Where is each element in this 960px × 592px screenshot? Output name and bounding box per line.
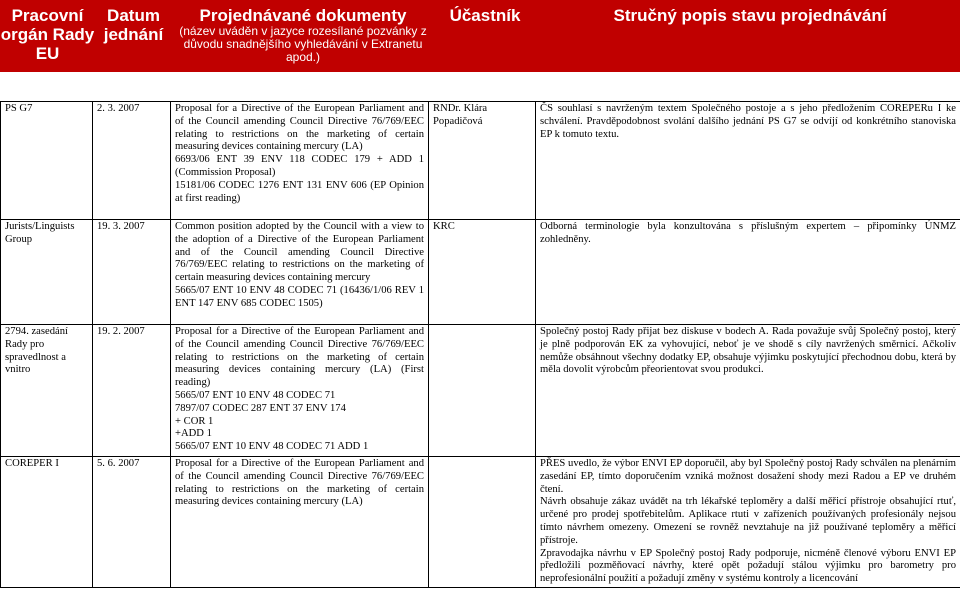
cell-working-body: Jurists/Linguists Group (1, 220, 93, 325)
table-row (1, 325, 960, 457)
document-line: 5665/07 ENT 10 ENV 48 CODEC 71 ADD 1 (175, 441, 369, 453)
header-meeting-date (95, 6, 172, 44)
header-documents-label: Projednávané dokumenty (199, 6, 407, 25)
status-paragraph: Společný postoj Rady přijat bez diskuse v bodech A. Rada považuje svůj Společný postoj, který je plně podporován EK za vyhovující, neboť je ve shodě s cíly navržených směrnicí. Ačkoliv nemůže obsáhnout všechny dodatky EP, obsahuje výjimku poskytující přechodnou dobu, která by měla dovolit výrobcům přeorientovat svou produkci. (540, 326, 956, 376)
header-status-label: Stručný popis stavu projednávání (613, 6, 887, 25)
document-line: +ADD 1 (175, 428, 212, 440)
document-line: 7897/07 CODEC 287 ENT 37 ENV 174 (175, 402, 346, 414)
status-paragraph: Odborná terminologie byla konzultována s příslušným expertem – připomínky ÚNMZ zohledněny. (540, 221, 956, 245)
table-row (1, 457, 960, 588)
header-documents (172, 6, 434, 64)
cell-meeting-date: 19. 3. 2007 (93, 220, 171, 325)
header-spacer (0, 72, 960, 100)
cell-documents (171, 325, 429, 457)
cell-working-body: PS G7 (1, 102, 93, 220)
header-working-body-label: Pracovní orgán Rady EU (0, 6, 95, 63)
header-status (540, 6, 960, 25)
header-meeting-date-label: Datum jednání (103, 6, 164, 44)
cell-status (536, 220, 960, 325)
cell-working-body: 2794. zasedání Rady pro spravedlnost a vnitro (1, 325, 93, 457)
document-line: + COR 1 (175, 415, 214, 427)
document-line: 6693/06 ENT 39 ENV 118 CODEC 179 + ADD 1 (Commission Proposal) (175, 154, 424, 178)
cell-documents (171, 102, 429, 220)
table-row (1, 220, 960, 325)
negotiations-table (0, 101, 960, 588)
document-line: 5665/07 ENT 10 ENV 48 CODEC 71 (16436/1/06 REV 1 ENT 147 ENV 685 CODEC 1505) (175, 284, 424, 309)
document-line: Proposal for a Directive of the European Parliament and of the Council amending Council Directive 76/769/EEC relating to restrictions on the marketing of certain measuring devices containing mercury (LA) (175, 103, 424, 153)
header-participant (430, 6, 540, 25)
cell-meeting-date: 5. 6. 2007 (93, 457, 171, 588)
cell-participant: RNDr. Klára Popadičová (429, 102, 536, 220)
document-line: Proposal for a Directive of the European Parliament and of the Council amending Council Directive 76/769/EEC relating to restrictions on the marketing of certain measuring devices containing mercury (LA) (First reading) (175, 326, 424, 389)
cell-documents (171, 457, 429, 588)
header-documents-note: (název uváděn v jazyce rozesílané pozvánky z důvodu snadnějšího vyhledávání v Extranetu apod.) (179, 24, 427, 64)
cell-status (536, 457, 960, 588)
cell-working-body: COREPER I (1, 457, 93, 588)
cell-meeting-date: 2. 3. 2007 (93, 102, 171, 220)
table-row (1, 102, 960, 220)
cell-meeting-date: 19. 2. 2007 (93, 325, 171, 457)
status-paragraph: Návrh obsahuje zákaz uvádět na trh lékařské teploměry a další měřicí přístroje obsahující rtuť, určené pro prodej spotřebitelům. Aplikace rtuti v zařízeních používaných profesionály nejsou tímto návrhem omezeny. Omezení se rovněž nevztahuje na již používané teploměry a měřicí přístroje. (540, 496, 956, 546)
document-line: 15181/06 CODEC 1276 ENT 131 ENV 606 (EP Opinion at first reading) (175, 179, 424, 204)
cell-participant (429, 457, 536, 588)
document-line: 5665/07 ENT 10 ENV 48 CODEC 71 (175, 389, 336, 401)
status-paragraph: Zpravodajka návrhu v EP Společný postoj Rady podporuje, nicméně členové výboru ENVI EP předložili pozměňovací návrhy, které opět požadují stálou výjimku pro barometry pro neprofesionální použití a požadují změny v systému kontroly a licencování (540, 547, 956, 585)
cell-documents (171, 220, 429, 325)
header-participant-label: Účastník (449, 6, 521, 25)
document-line: Common position adopted by the Council with a view to the adoption of a Directive of the European Parliament and of the Council amending Council Directive 76/769/EEC relating to restrictions on the marketing of certain measuring devices containing mercury (175, 221, 424, 284)
cell-status (536, 325, 960, 457)
document-line: Proposal for a Directive of the European Parliament and of the Council amending Council Directive 76/769/EEC relating to restrictions on the marketing of certain measuring devices containing mercury (LA) (175, 458, 424, 508)
cell-status (536, 102, 960, 220)
table-header (0, 0, 960, 72)
status-paragraph: ČS souhlasí s navrženým textem Společného postoje a s jeho předložením COREPERu I ke schválení. Pravděpodobnost svolání dalšího jednání PS G7 se odvíjí od konkrétního stanoviska EP k tomuto textu. (540, 103, 956, 140)
header-working-body (0, 6, 95, 63)
cell-participant (429, 325, 536, 457)
status-paragraph: PŘES uvedlo, že výbor ENVI EP doporučil, aby byl Společný postoj Rady schválen na plenárním zasedání EP, tímto doporučením vzniká možnost dosažení shody mezi Radou a EP ve druhém čtení. (540, 458, 956, 495)
cell-participant: KRC (429, 220, 536, 325)
